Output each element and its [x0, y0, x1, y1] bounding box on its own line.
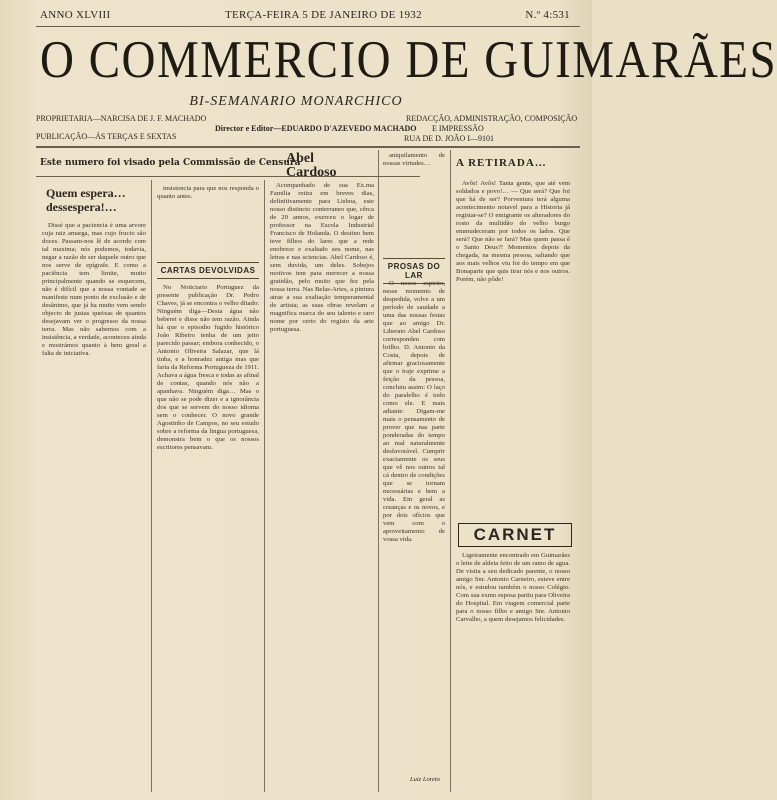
- article-prosas-title: PROSAS DO LAR: [383, 258, 445, 284]
- newspaper-title: O COMMERCIO DE GUIMARÃES: [40, 30, 777, 90]
- redaction-line: REDACÇÃO, ADMINISTRAÇÃO, COMPOSIÇÃO: [406, 114, 578, 123]
- article-quem-espera-body: Dissé que a paciencia é uma arvore cuja raiz amarga, mas cujo fructo são doces. Passam-nos lê de acordo com tal maxima; nós podemos, todavia, negar a razão de ser daquele outro que nos serve de epígrafe. E como a paciência tem limite, muito principalmente quando se esquecem, não é difícil que a nossa vontade se manifeste num ponto de exclusão e de desânimo, que já ha muito vem sendo objecto de justas queixas de quantos desejavam ver o progresso da nossa terra. Mas não sabemos com a insistência, a verdade, aconteceu ainda e mostrámos quanto à bem geral a falta de iniciativa.: [42, 222, 146, 357]
- column-rule-4: [450, 150, 451, 792]
- year-label: ANNO XLVIII: [40, 9, 111, 21]
- article-quem-espera-title: Quem espera… dessespera!…: [46, 186, 126, 214]
- censorship-note: Este numero foi visado pela Commissão de Censura: [40, 158, 301, 168]
- date-label: TERÇA-FEIRA 5 DE JANEIRO DE 1932: [225, 9, 422, 21]
- owner-line: PROPRIETARIA—NARCISA DE J. F. MACHADO: [36, 114, 207, 123]
- article-retirada-title: A RETIRADA…: [456, 157, 547, 169]
- article-prosas-body: O nosso espirito, nesse momento de despedida, volve a um período de saudade a uma das nossas festas que ao amigo Dr. Liberato Abel Cardoso correspondeu com brilho. D. Antonio da Costa, depois de afirmar graciosamente que o traje exprime a feição da pessoa, concluiu assim: O laço do paralelho é todo como ele. E mais adiante: Digam-me mais o pensamento de prover que nas parte ponderadas do tempo ao mal naturalmente desfavorável. Cumprir exactamente os seus que vê nos outros tal cá dentro de condições que se tornam necessárias e bem a vida. Em geral as creanças e os novos, e por dois ofícios que vem com o aproveitamento de vossa vida.: [383, 280, 445, 543]
- column-rule-1: [151, 180, 152, 792]
- carnet-section-title: CARNET: [458, 523, 572, 547]
- publication-line: PUBLICAÇÃO—ÁS TERÇAS E SEXTAS: [36, 132, 177, 141]
- carnet-section-body: Ligeiramente encontrado em Guimarães o leite de aldeia feito de um ramo de agua. De visita a seu dedicado parente, o nosso amigo Snr. Antonio Carneiro, esteve entre nós, e estudou também o nosso Colégio. Com sua exmo esposa partiu para Oliveira do Hospital. Em viagem comercial parte para o nosso filho e amigo Snr. Antonio Carvalho, a quem desejamos felicidades.: [456, 552, 570, 623]
- column-rule-2: [264, 180, 265, 792]
- article-continuation-top: insistencia para que nos responda o quanto antes.: [157, 185, 259, 200]
- header-rule: [36, 146, 580, 148]
- article-continuation-col4: aniquilamento de nossas virtudes…: [383, 152, 445, 167]
- article-retirada-body: Avôs! Avôs! Tanta gente, que até vem soldados e povo!… — Que será? Que foi que há de ser? Porventura terá alguma acontecimento notavel para a Historia já registar-se? O emigrante os alteradores do rosto da multidão do velho burgo emmudeceram por todos os lados. Que será? Que não se fará? Mas quem passa é o Santo Deus?! Momentos depois da chegada, na mesma pessoa, saltando que aos mais velhos viu foi do tempo em que Bonaparte que quis tirar nós e nos outros. Porém, não pôde!: [456, 180, 570, 283]
- article-abel-cardoso-body: Acompanhado de sua Ex.ma Familia retira em breves dias, definitivamente para Lisboa, este nosso distincto conterraneo que, cêrca de 20 annos, exerceu o logar de professor na Escola Industrial Francisco de Holanda. O destino bem teve filhos do lares que a rede enobrece e exaltado seu nome, nas letras e nas sciencias. Abel Cardoso é, sem duvida, um deles. Sobejos motivos tem para merecer a nossa gratidão, pelo muito que fez pela nossa terra. Nas Belas-Artes, a pintura atrae a sua exaltação temperamental de artista; as suas obras revelam a magnifica marca do seu talento e raro nome por certo do registo da arte portuguesa.: [270, 182, 374, 333]
- column-rule-3: [378, 150, 379, 792]
- top-dateline: [40, 9, 578, 23]
- newspaper-subtitle: BI-SEMANARIO MONARCHICO: [189, 94, 403, 109]
- article-cartas-title: CARTAS DEVOLVIDAS: [157, 262, 259, 279]
- issue-number: N.º 4:531: [525, 9, 570, 21]
- article-cartas-body: No Noticiario Portuguez da presente publicação Dr. Pedro Chaves, já se encontra o velho ditado: Ninguém diga—Desta água não beberei e disse não tem razão. Ainda há que o episodio fugido histórico João Ribeiro tenha de um jeito parecido passar; embora conhecido, o Antonio Oliveira Salazar, que lá tinha, e a honradez antiga mas que faria da Reforma Portugueza de 1911. Achava a água fresca e todas as afinal de contas, quando nós não a apanhava. Ninguém diga… Mas o que não se pode dizer e a ignorância dos que se servem do nosso idioma sem o conhecer. O novo grande Agostinho de Campos, no seu estudo sobre a reforma da lingua portuguesa, demonstra bem o que os nossos escritores pensavam.: [157, 284, 259, 451]
- redaction-line-2: E IMPRESSÃO: [432, 124, 484, 133]
- author-signature: Luiz Loreto: [410, 776, 440, 783]
- article-abel-cardoso-title: Abel Cardoso: [286, 151, 337, 180]
- director-line: Director e Editor—EDUARDO D'AZEVEDO MACHADO: [215, 124, 417, 133]
- address-line: RUA DE D. JOÃO I—9101: [404, 134, 494, 143]
